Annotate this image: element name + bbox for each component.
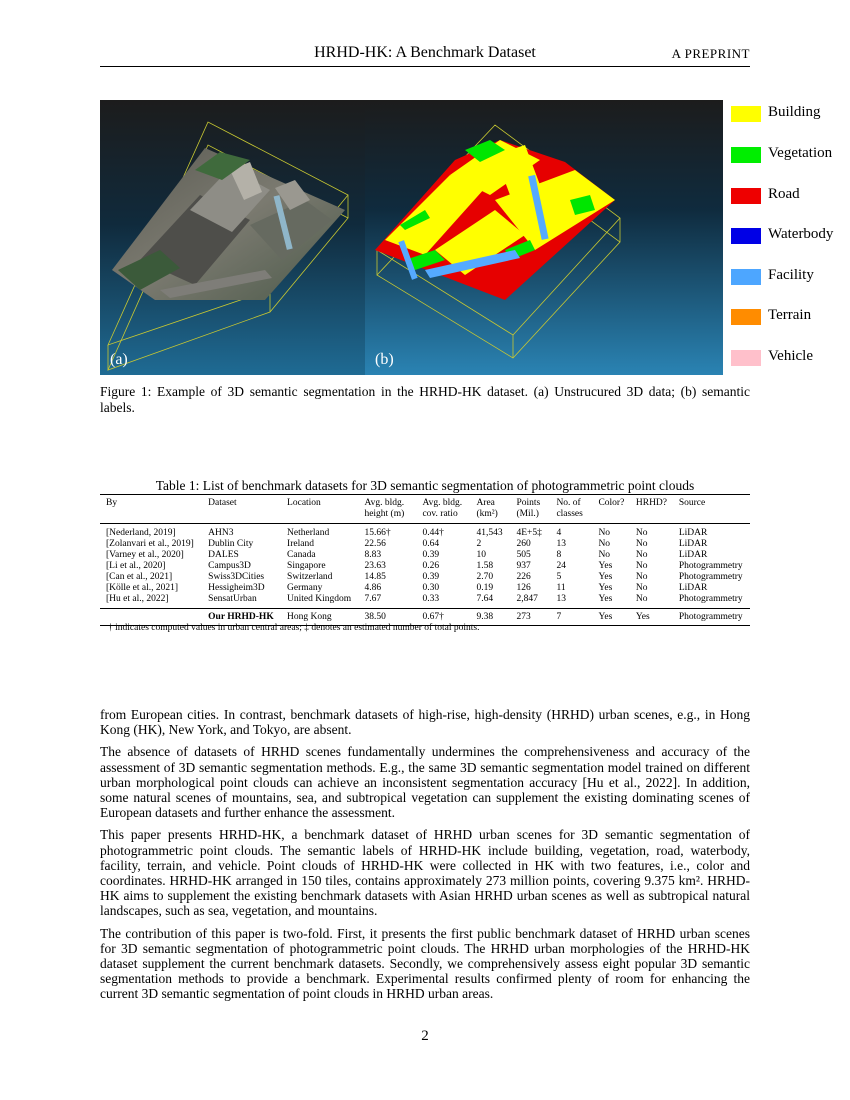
col-header: Avg. bldg. cov. ratio: [416, 495, 470, 524]
table-cell: 13: [556, 539, 566, 549]
table-cell: [Hu et al., 2022]: [100, 594, 202, 609]
table-cell: Swiss3DCities: [208, 572, 265, 582]
table-cell: 24: [556, 561, 566, 571]
table-cell: No: [635, 561, 648, 571]
paragraph: This paper presents HRHD-HK, a benchmark dataset of HRHD urban scenes for 3D semantic segmentation of photogrammetric point clouds. The semantic labels of HRHD-HK include building, vegetation, road, waterbody, facility, terrain, and vehicle. Point clouds of HRHD-HK were collected in HK with two features, i.e., color and coordinates. HRHD-HK arranged in 150 tiles, contains approximately 273 million points, covering 9.375 km². HRHD-HK aims to supplement the existing benchmark datasets with Asian HRHD urban scenes as well as subtropical natural landscapes, such as sea, vegetation, and mountains.: [100, 827, 750, 919]
table-cell: Campus3D: [208, 561, 251, 571]
table-cell: 260: [516, 539, 531, 549]
col-header: Avg. bldg. height (m): [358, 495, 416, 524]
legend-swatch-vehicle: [731, 350, 761, 366]
col-header: Source: [673, 495, 750, 524]
table-cell: 11: [556, 583, 566, 593]
table-cell: [Can et al., 2021]: [106, 572, 173, 582]
panel-b-label: (b): [375, 351, 394, 368]
table-cell: 38.50: [358, 609, 416, 626]
col-header: Location: [281, 495, 358, 524]
table-cell: Dublin City: [208, 539, 254, 549]
table-cell: No: [598, 550, 611, 560]
table-row: [100, 583, 750, 594]
table-cell: 0.67†: [416, 609, 470, 626]
running-title: HRHD-HK: A Benchmark Dataset: [314, 44, 536, 61]
table-row: [100, 524, 750, 540]
table-cell: No: [598, 539, 611, 549]
table-cell: 7.64: [470, 594, 510, 609]
table-cell: Canada: [287, 550, 316, 560]
table-row: [100, 550, 750, 561]
page-header: [100, 44, 750, 67]
table-row: [100, 539, 750, 550]
table-cell: AHN3: [208, 528, 234, 538]
table-cell: 505: [516, 550, 531, 560]
col-header: Color?: [592, 495, 629, 524]
table-cell: 7: [550, 609, 592, 626]
col-header: Points (Mil.): [510, 495, 550, 524]
table-cell: 937: [516, 561, 531, 571]
table-cell: 4E+5‡: [516, 528, 542, 538]
table-cell: 0.39: [422, 550, 440, 560]
col-header: HRHD?: [630, 495, 673, 524]
table-cell: Photogrammetry: [673, 609, 750, 626]
semantic-label-image: [365, 100, 723, 375]
table-cell: 4: [556, 528, 562, 538]
legend-label-terrain: Terrain: [768, 307, 812, 323]
table-footnote: † indicates computed values in urban central areas; ‡ denotes an estimated number of total points.: [108, 623, 480, 633]
table-cell: [Nederland, 2019]: [106, 528, 176, 538]
table-cell: 2,847: [510, 594, 550, 609]
table-cell: 9.38: [470, 609, 510, 626]
table-row: [100, 594, 750, 609]
table-cell: [Kölle et al., 2021]: [106, 583, 179, 593]
legend-label-vehicle: Vehicle: [768, 348, 813, 364]
raw-point-cloud-image: [100, 100, 365, 375]
table-cell: Photogrammetry: [678, 561, 743, 571]
legend-label-waterbody: Waterbody: [768, 226, 834, 242]
table-cell: 0.64: [422, 539, 440, 549]
benchmark-table: [100, 494, 750, 626]
table-cell: Yes: [592, 594, 629, 609]
table-row: [100, 561, 750, 572]
table-cell: 15.66†: [364, 528, 391, 538]
paragraph: The absence of datasets of HRHD scenes fundamentally undermines the comprehensiveness and accuracy of the assessment of 3D semantic segmentation methods. E.g., the same 3D semantic segmentation model trained on different urban morphological point clouds can achieve an inconsistent segmentation accuracy [Hu et al., 2022]. In addition, some natural scenes of mountains, sea, and subtropical vegetation can supplement the existing dominating scenes of European datasets and further enhance the assessment.: [100, 744, 750, 821]
page-number: 2: [421, 1028, 429, 1044]
table-cell: Switzerland: [287, 572, 333, 582]
table-cell: No: [635, 528, 648, 538]
paragraph: from European cities. In contrast, benchmark datasets of high-rise, high-density (HRHD) urban scenes, e.g., in Hong Kong (HK), New York, and Tokyo, are absent.: [100, 707, 750, 738]
table-cell: Yes: [592, 609, 629, 626]
table-cell: No: [598, 528, 611, 538]
figure-legend: [731, 100, 850, 375]
table-cell: 8: [556, 550, 562, 560]
col-header: By: [100, 495, 202, 524]
table-cell: 0.26: [422, 561, 440, 571]
table-cell: Photogrammetry: [678, 572, 743, 582]
table-cell: LiDAR: [678, 539, 708, 549]
table-cell: 0.33: [416, 594, 470, 609]
legend-swatch-facility: [731, 269, 761, 285]
table-cell: LiDAR: [678, 583, 708, 593]
table-cell: No: [635, 572, 648, 582]
table-cell: 23.63: [364, 561, 386, 571]
table-cell: Photogrammetry: [673, 594, 750, 609]
legend-swatch-vegetation: [731, 147, 761, 163]
table-cell: 7.67: [358, 594, 416, 609]
table-cell: Germany: [287, 583, 323, 593]
legend-swatch-waterbody: [731, 228, 761, 244]
table-cell: 0.39: [422, 572, 440, 582]
legend-label-road: Road: [768, 186, 800, 202]
figure-caption: Figure 1: Example of 3D semantic segmentation in the HRHD-HK dataset. (a) Unstrucured 3D data; (b) semantic labels.: [100, 384, 750, 415]
semantic-label-graphic: [365, 100, 723, 375]
panel-a-label: (a): [110, 351, 128, 368]
table-cell-dataset-ours: Our HRHD-HK: [202, 609, 281, 626]
table-cell: 41,543: [476, 528, 503, 538]
table-cell: 273: [510, 609, 550, 626]
table-cell: No: [635, 539, 648, 549]
table-cell: [Zolanvari et al., 2019]: [106, 539, 194, 549]
table-cell: 14.85: [364, 572, 386, 582]
col-header: Dataset: [202, 495, 281, 524]
preprint-label: A PREPRINT: [671, 46, 750, 61]
table-cell: 2: [476, 539, 482, 549]
paragraph: The contribution of this paper is two-fold. First, it presents the first public benchmark dataset of HRHD urban scenes for 3D semantic segmentation of photogrammetric point clouds. The HRHD urban morphologies of the HRHD-HK dataset supplement the current benchmark datasets. Secondly, we comprehensively assess eight popular 3D semantic segmentation methods to provide a benchmark. Experimental results confirmed plenty of room for enhancing the current 3D semantic segmentation of point clouds in HRHD urban areas.: [100, 925, 750, 1002]
table-cell: Yes: [598, 583, 613, 593]
body-text: [100, 707, 750, 1009]
table-cell: 5: [556, 572, 562, 582]
table-cell: 0.44†: [422, 528, 444, 538]
table-cell: Netherland: [287, 528, 330, 538]
legend-label-facility: Facility: [768, 267, 814, 283]
table-cell: 4.86: [364, 583, 382, 593]
table-cell: 22.56: [364, 539, 386, 549]
table-cell: 0.19: [476, 583, 494, 593]
table-cell: Ireland: [287, 539, 314, 549]
figure-1: [100, 100, 834, 375]
table-header-row: [100, 495, 750, 524]
table-cell: 2.70: [476, 572, 494, 582]
table-cell: 126: [516, 583, 531, 593]
table-cell: Hessigheim3D: [208, 583, 265, 593]
col-header: Area (km²): [470, 495, 510, 524]
table-cell: Yes: [630, 609, 673, 626]
raw-point-cloud-graphic: [100, 100, 365, 375]
table-cell: 1.58: [476, 561, 494, 571]
table-cell: 10: [476, 550, 486, 560]
table-cell: DALES: [208, 550, 239, 560]
col-header: No. of classes: [550, 495, 592, 524]
table-row: [100, 572, 750, 583]
table-cell: No: [635, 583, 648, 593]
legend-swatch-building: [731, 106, 761, 122]
table-cell: [Li et al., 2020]: [106, 561, 166, 571]
table-cell: LiDAR: [678, 528, 708, 538]
table-cell: United Kingdom: [281, 594, 358, 609]
table-cell: No: [635, 550, 648, 560]
table-cell: 8.83: [364, 550, 382, 560]
table-cell: SensatUrban: [202, 594, 281, 609]
table-cell: 13: [550, 594, 592, 609]
table-cell: 226: [516, 572, 531, 582]
table-cell: [Varney et al., 2020]: [106, 550, 184, 560]
table-cell: Yes: [598, 572, 613, 582]
table-cell: Singapore: [287, 561, 326, 571]
table-caption: Table 1: List of benchmark datasets for 3D semantic segmentation of photogrammetric point clouds: [155, 478, 695, 493]
table-cell: LiDAR: [678, 550, 708, 560]
legend-swatch-terrain: [731, 309, 761, 325]
table-cell: No: [630, 594, 673, 609]
legend-swatch-road: [731, 188, 761, 204]
legend-label-building: Building: [768, 104, 821, 120]
legend-label-vegetation: Vegetation: [768, 145, 833, 161]
table-cell: Yes: [598, 561, 613, 571]
table-cell: Hong Kong: [281, 609, 358, 626]
table-cell: 0.30: [422, 583, 440, 593]
